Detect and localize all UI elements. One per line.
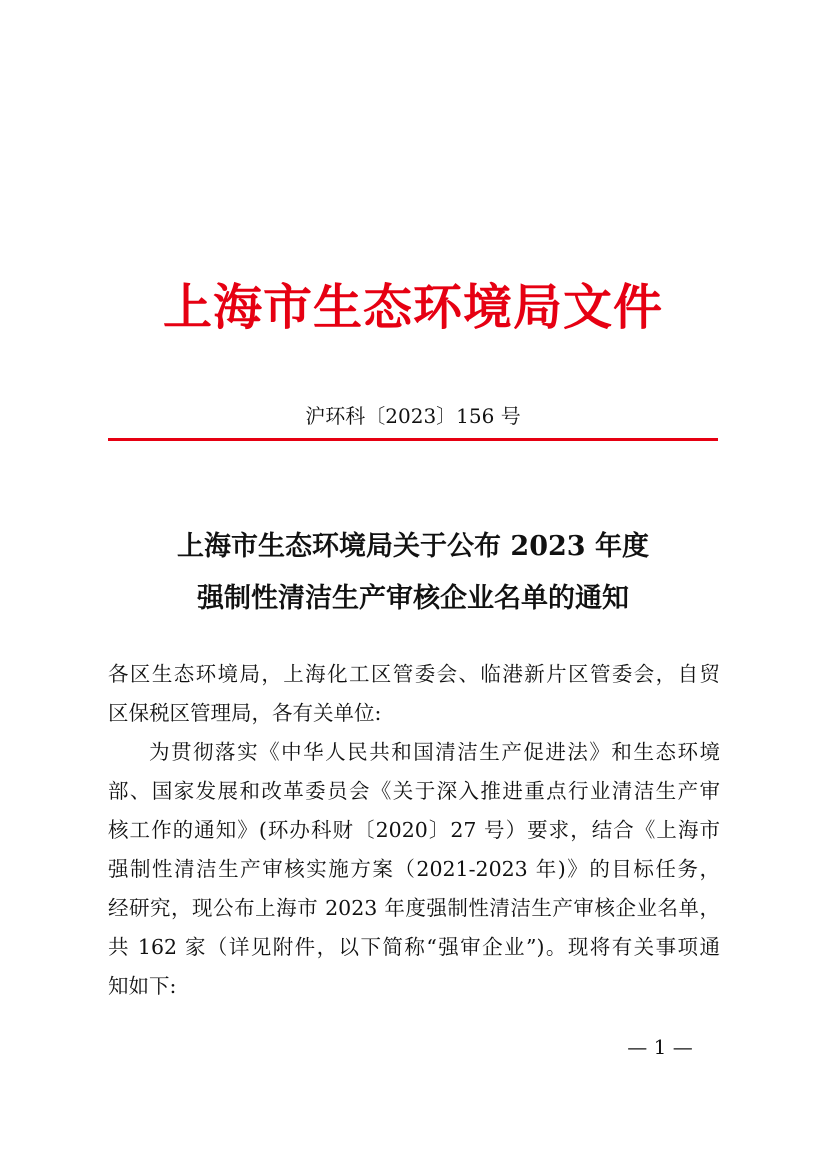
- document-number: 沪环科〔2023〕156 号: [305, 404, 521, 428]
- paragraph-line-3: 核工作的通知》(环办科财〔2020〕27 号）要求，结合《上海市: [108, 818, 720, 842]
- paragraph-line-4: 强制性清洁生产审核实施方案（2021-2023 年)》的目标任务，: [108, 857, 720, 881]
- paragraph-line-5: 经研究，现公布上海市 2023 年度强制性清洁生产审核企业名单，: [108, 896, 720, 920]
- recipients-line-2: 区保税区管理局，各有关单位:: [108, 701, 382, 725]
- document-body: [108, 655, 720, 1006]
- recipients-line-1: 各区生态环境局，上海化工区管委会、临港新片区管委会，自贸: [108, 662, 720, 686]
- paragraph-line-1: 为贯彻落实《中华人民共和国清洁生产促进法》和生态环境: [149, 740, 720, 764]
- paragraph-line-6: 共 162 家（详见附件，以下简称“强审企业”)。现将有关事项通: [108, 935, 720, 959]
- title-line-2: 强制性清洁生产审核企业名单的通知: [197, 583, 629, 614]
- paragraph-line-7: 知如下:: [108, 974, 177, 998]
- red-divider-line: [108, 438, 718, 441]
- issuer-header: 上海市生态环境局文件: [162, 279, 663, 336]
- title-line-1: 上海市生态环境局关于公布 2023 年度: [177, 531, 649, 562]
- paragraph-line-2: 部、国家发展和改革委员会《关于深入推进重点行业清洁生产审: [108, 779, 720, 803]
- page-number: — 1 —: [627, 1035, 693, 1059]
- document-title: [0, 521, 826, 625]
